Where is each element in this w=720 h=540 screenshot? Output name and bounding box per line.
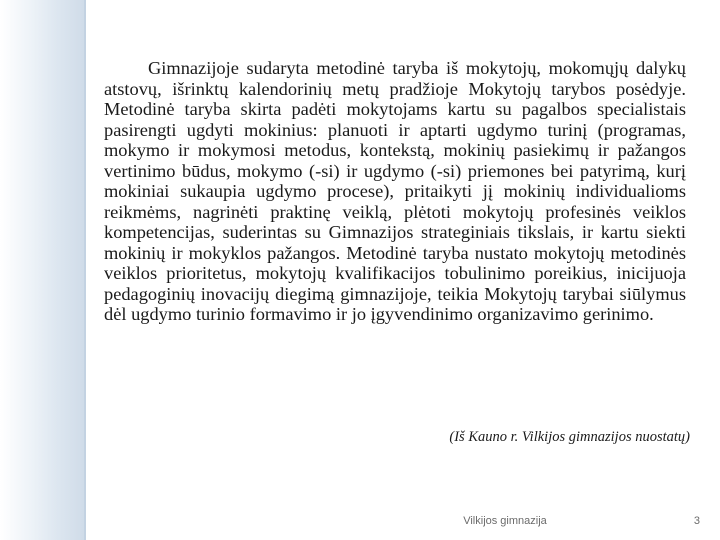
- page-number: 3: [693, 515, 700, 527]
- source-citation: (Iš Kauno r. Vilkijos gimnazijos nuostatų): [449, 429, 690, 445]
- decorative-side-band: [0, 0, 86, 540]
- main-paragraph: Gimnazijoje sudaryta metodinė taryba iš mokytojų, mokomųjų dalykų atstovų, išrinktų kalendorinių metų pradžioje Mokytojų tarybos posėdyje. Metodinė taryba skirta padėti mokytojams kartu su pagalbos specialistais pasirengti ugdyti mokinius: planuoti ir aptarti ugdymo turinį (programas, mokymo ir mokymosi metodus, kontekstą, mokinių pasiekimų ir pažangos vertinimo būdus, mokymo (-si) ir ugdymo (-si) priemones bei patyrimą, kurį mokiniai sukaupia ugdymo procese), pritaikyti jį mokinių individualioms reikmėms, nagrinėti praktinę veiklą, plėtoti mokytojų profesinės veiklos kompetencijas, suderintas su Gimnazijos strateginiais tikslais, ir kartu siekti mokinių ir mokyklos pažangos. Metodinė taryba nustato mokytojų metodinės veiklos prioritetus, mokytojų kvalifikacijos tobulinimo poreikius, inicijuoja pedagoginių inovacijų diegimą gimnazijoje, teikia Mokytojų tarybai siūlymus dėl ugdymo turinio formavimo ir jo įgyvendinimo organizavimo gerinimo.: [104, 58, 686, 324]
- footer-school-name: Vilkijos gimnazija: [463, 515, 547, 527]
